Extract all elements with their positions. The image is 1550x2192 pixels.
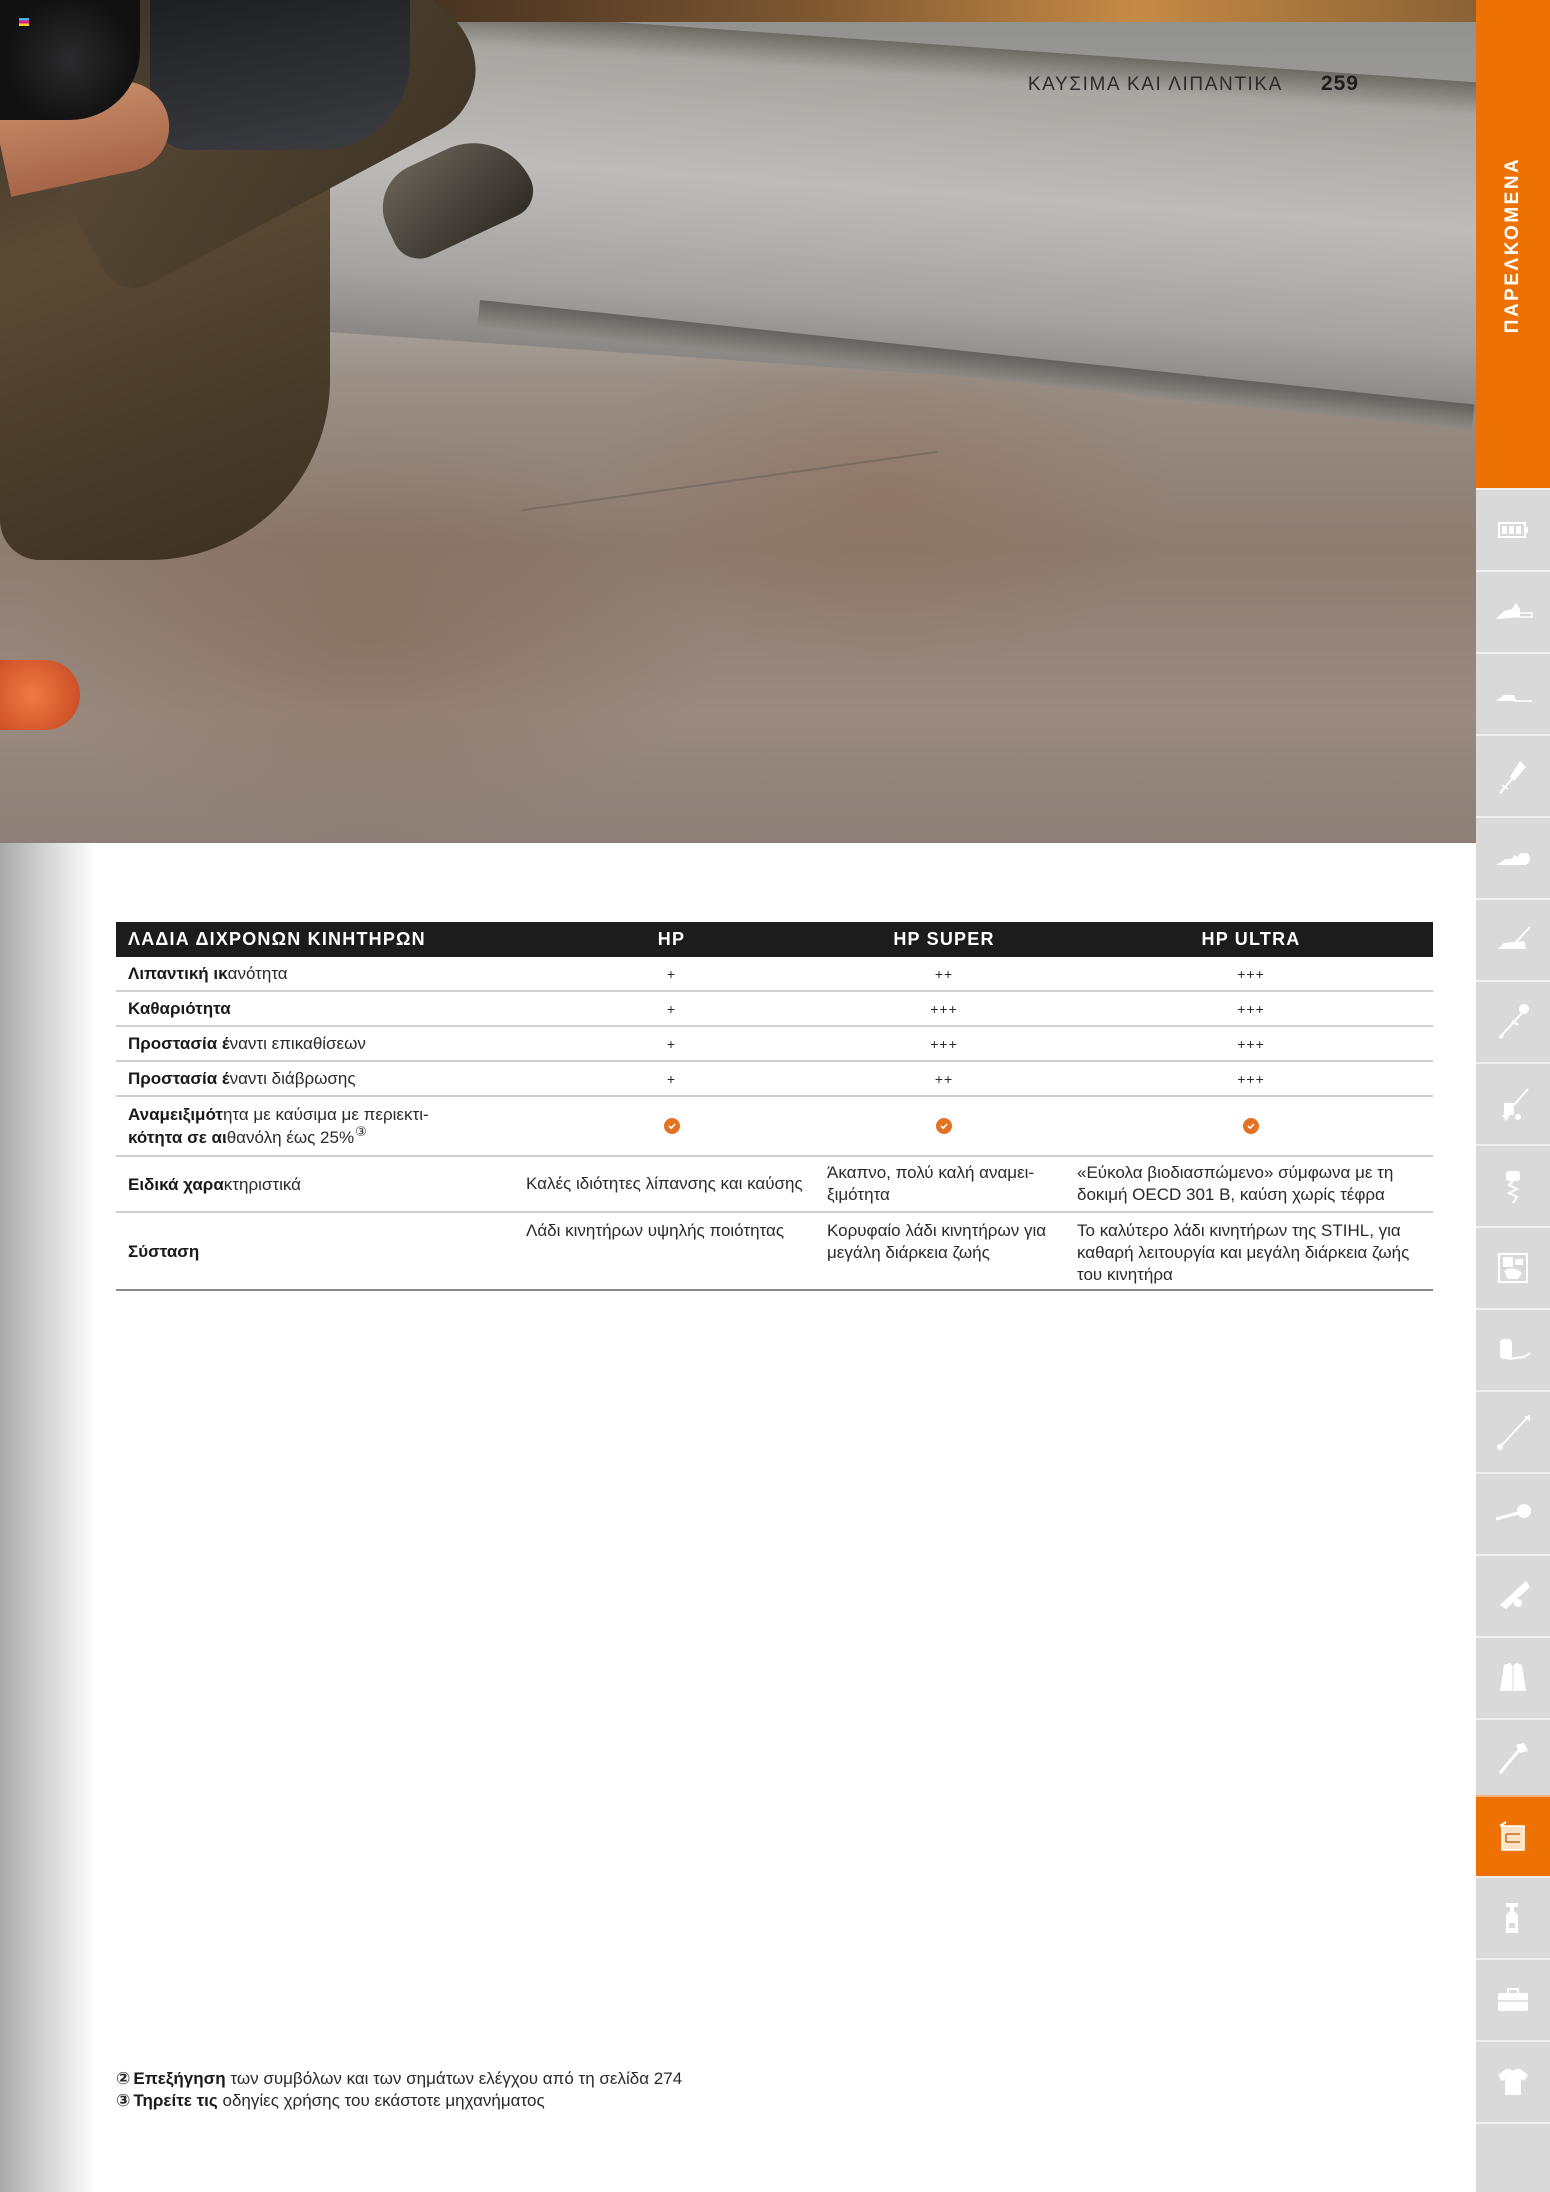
table-row [116, 1097, 1433, 1157]
rating-hp-ultra: +++ [1237, 1000, 1265, 1017]
sidebar-tab-spray-bottle[interactable] [1476, 1876, 1550, 1958]
row-label: Σύσταση [128, 1241, 200, 1261]
rating-hp: + [666, 965, 677, 982]
toolbox-icon [1490, 1977, 1536, 2023]
table-row [116, 1062, 1433, 1097]
row-label: Προστασία έ ναντι επικαθίσεων [128, 1034, 366, 1053]
blower-icon [1490, 1491, 1536, 1537]
jacket-icon [1490, 1655, 1536, 1701]
check-icon [1243, 1118, 1259, 1134]
shredder-icon [1490, 1573, 1536, 1619]
sidebar-tab-toolbox[interactable] [1476, 1958, 1550, 2040]
table-header-row [116, 922, 1433, 957]
table-header-hp: HP [657, 929, 686, 949]
sidebar-tab-t-shirt[interactable] [1476, 2040, 1550, 2122]
sidebar-header-tab[interactable] [1476, 0, 1550, 488]
footnote-3: ③ Τηρείτε τις οδηγίες χρήσης του εκάστοτε μηχανήματος [116, 2091, 545, 2110]
photo-wall-top [340, 0, 1476, 22]
sidebar-tab-backpack-sprayer[interactable] [1476, 1308, 1550, 1390]
rating-hp-super: ++ [934, 965, 954, 982]
feature-hp-super: Άκαπνο, πολύ καλή αναμει-ξιμότητα [827, 1163, 1035, 1204]
row-label: Ειδικά χαρα κτηριστικά [128, 1174, 302, 1194]
rating-hp-ultra: +++ [1237, 1070, 1265, 1087]
rating-hp: + [666, 1035, 677, 1052]
sidebar-tab-tiller[interactable] [1476, 1062, 1550, 1144]
brushcutter-icon [1490, 999, 1536, 1045]
sidebar-tab-empty [1476, 2122, 1550, 2192]
chainsaw-icon [1490, 589, 1536, 635]
sidebar-tab-earth-auger[interactable] [1476, 1144, 1550, 1226]
cut-off-saw-icon [1490, 835, 1536, 881]
recommendation-hp-super: Κορυφαίο λάδι κινητήρων για μεγάλη διάρκεια ζωής [827, 1221, 1047, 1262]
rating-hp [524, 1097, 819, 1155]
spray-bottle-icon [1490, 1895, 1536, 1941]
flag-icon [19, 18, 29, 26]
rating-hp: + [666, 1000, 677, 1017]
footnote-ref: ③ [355, 1124, 367, 1140]
table-row [116, 957, 1433, 992]
photo-orange-object [0, 660, 80, 730]
hedge-trimmer-icon [1490, 753, 1536, 799]
battery-icon [1490, 507, 1536, 553]
axe-icon [1490, 1735, 1536, 1781]
recommendation-hp: Λάδι κινητήρων υψηλής ποιότητας [526, 1221, 785, 1240]
row-label: Προστασία έ ναντι διάβρωσης [128, 1069, 356, 1088]
sidebar-tab-lawn-mower[interactable] [1476, 898, 1550, 980]
table-header-product-type: ΛΑΔΙΑ ΔΙΧΡΟΝΩΝ ΚΙΝΗΤΗΡΩΝ [128, 929, 426, 949]
page-number: 259 [1320, 72, 1359, 95]
table-row [116, 1027, 1433, 1062]
sidebar-tab-oil-canister[interactable] [1476, 1795, 1550, 1876]
tiller-icon [1490, 1081, 1536, 1127]
t-shirt-icon [1490, 2059, 1536, 2105]
section-title: ΚΑΥΣΙΜΑ ΚΑΙ ΛΙΠΑΝΤΙΚΑ [1027, 74, 1283, 95]
two-stroke-oil-comparison-table [116, 922, 1433, 1291]
sidebar-tab-cut-off-saw[interactable] [1476, 816, 1550, 898]
feature-hp: Καλές ιδιότητες λίπανσης και καύσης [526, 1174, 803, 1193]
earth-auger-icon [1490, 1163, 1536, 1209]
pole-pruner-icon [1490, 671, 1536, 717]
check-icon [936, 1118, 952, 1134]
sidebar-tab-jacket[interactable] [1476, 1636, 1550, 1718]
sidebar-tab-brushcutter[interactable] [1476, 980, 1550, 1062]
check-icon [664, 1118, 680, 1134]
row-label: Αναμειξιμότητα με καύσιμα με περιεκτι- κότητα σε αιθανόλη έως 25%③ [128, 1105, 429, 1147]
page-gutter-shadow [0, 843, 95, 2192]
sidebar-tab-battery[interactable] [1476, 488, 1550, 570]
table-header-hp-ultra: HP ULTRA [1201, 929, 1301, 949]
footnotes [116, 2068, 682, 2112]
rating-hp-super [819, 1097, 1069, 1155]
footnote-2: ② Επεξήγηση των συμβόλων και των σημάτων ελέγχου από τη σελίδα 274 [116, 2069, 683, 2088]
sidebar-tab-blower[interactable] [1476, 1472, 1550, 1554]
hero-photo [0, 0, 1476, 843]
feature-hp-ultra: «Εύκολα βιοδιασπώμενο» σύμφωνα με τη δοκιμή OECD 301 B, καύση χωρίς τέφρα [1077, 1163, 1394, 1204]
sidebar-tab-pole-pruner[interactable] [1476, 652, 1550, 734]
sidebar-tab-hedge-trimmer[interactable] [1476, 734, 1550, 816]
rating-hp-super: +++ [930, 1035, 958, 1052]
lawn-mower-icon [1490, 917, 1536, 963]
table-header-hp-super: HP SUPER [893, 929, 995, 949]
running-header [1028, 72, 1359, 96]
oil-canister-icon [1490, 1814, 1536, 1860]
backpack-sprayer-icon [1490, 1327, 1536, 1373]
pressure-washer-icon [1490, 1245, 1536, 1291]
row-label: Καθαριότητα [128, 999, 231, 1018]
sidebar-tab-chainsaw[interactable] [1476, 570, 1550, 652]
row-label: Λιπαντική ικ ανότητα [128, 964, 288, 983]
rating-hp-ultra: +++ [1237, 1035, 1265, 1052]
long-reach-tool-icon [1490, 1409, 1536, 1455]
rating-hp: + [666, 1070, 677, 1087]
sidebar-tab-pressure-washer[interactable] [1476, 1226, 1550, 1308]
rating-hp-ultra: +++ [1237, 965, 1265, 982]
photo-floor-crack [522, 451, 938, 511]
photo-worker-shirt [150, 0, 410, 150]
table-row [116, 1157, 1433, 1213]
recommendation-hp-ultra: Το καλύτερο λάδι κινητήρων της STIHL, για καθαρή λειτουργία και μεγάλη διάρκεια ζωής του κινητήρα [1077, 1221, 1410, 1284]
sidebar-tab-axe[interactable] [1476, 1718, 1550, 1795]
table-row [116, 992, 1433, 1027]
rating-hp-ultra [1069, 1097, 1433, 1155]
table-row [116, 1213, 1433, 1291]
rating-hp-super: +++ [930, 1000, 958, 1017]
sidebar-tab-shredder[interactable] [1476, 1554, 1550, 1636]
rating-hp-super: ++ [934, 1070, 954, 1087]
sidebar-header-label: ΠΑΡΕΛΚΟΜΕΝΑ [1502, 156, 1523, 334]
category-sidebar [1476, 0, 1550, 2192]
sidebar-tab-long-reach-tool[interactable] [1476, 1390, 1550, 1472]
